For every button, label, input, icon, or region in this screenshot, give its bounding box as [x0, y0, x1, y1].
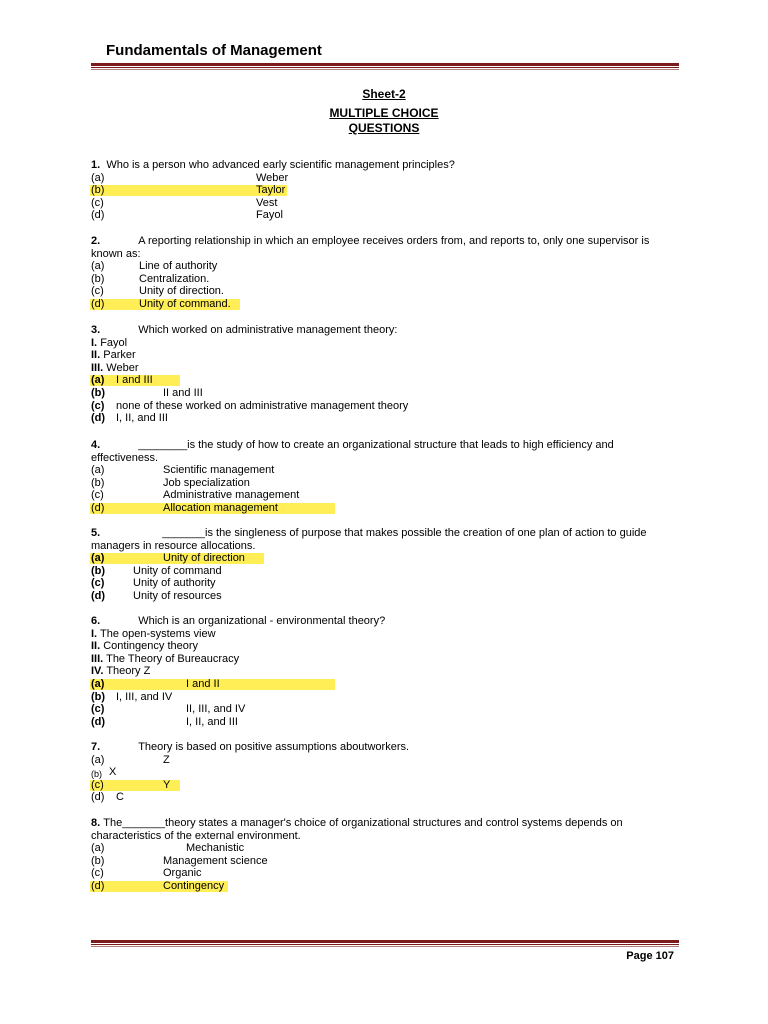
question-number: 4.: [91, 439, 101, 451]
question-stem: Which worked on administrative management theory:: [138, 324, 398, 336]
statement-iv: IV. Theory Z: [91, 665, 151, 678]
option-d-answer: (d) Contingency: [91, 880, 651, 893]
option-d-answer: (d) Unity of command.: [91, 298, 651, 311]
option-c: (c) none of these worked on administrative management theory: [91, 399, 409, 412]
option-c: (c) Unity of authority: [91, 577, 216, 590]
option-d: (d) C: [91, 791, 124, 804]
page-number: Page 107: [626, 950, 674, 962]
question-stem: ________is the study of how to create an organizational structure that leads to high efficiency and effectiveness.: [91, 439, 614, 464]
option-b: (b) I, III, and IV: [91, 690, 173, 703]
question-2: [91, 235, 651, 311]
option-d: (d) Unity of resources: [91, 589, 222, 602]
option-d-answer: (d) Allocation management: [91, 502, 651, 515]
option-b: (b) II and III: [91, 386, 203, 399]
statement-ii: II. Parker: [91, 349, 136, 362]
option-a: (a) Weber: [91, 171, 289, 184]
option-a-answer: (a) I and II: [91, 678, 651, 691]
option-c: (c) II, III, and IV: [91, 703, 246, 716]
question-6: [91, 615, 651, 728]
option-b: (b) Job specialization: [91, 476, 250, 489]
question-stem: A reporting relationship in which an employee receives orders from, and reports to, only one supervisor is known as:: [91, 235, 650, 260]
option-b: (b) Unity of command: [91, 564, 222, 577]
statement-i: I. The open-systems view: [91, 627, 216, 640]
option-a-answer: (a) I and III: [91, 374, 651, 387]
statement-i: I. Fayol: [91, 336, 128, 349]
option-c: (c) Unity of direction.: [91, 285, 224, 298]
question-8: [91, 817, 651, 893]
question-number: 7.: [91, 741, 101, 753]
option-c: (c) Administrative management: [91, 489, 300, 502]
option-d: (d) Fayol: [91, 209, 283, 222]
statement-iii: III. The Theory of Bureaucracy: [91, 652, 240, 665]
question-number: 5.: [91, 527, 101, 539]
option-a: (a) Z: [91, 753, 170, 766]
question-number: 8.: [91, 817, 101, 829]
sheet-label: Sheet-2: [362, 87, 406, 101]
option-a-answer: (a) Unity of direction: [91, 552, 651, 565]
section-heading-line2: QUESTIONS: [348, 121, 420, 135]
question-5: [91, 527, 651, 603]
option-b-answer: (b) Taylor: [91, 184, 286, 197]
option-c: (c) Vest: [91, 196, 278, 209]
statement-iii: III. Weber: [91, 361, 139, 374]
option-a: (a) Scientific management: [91, 464, 275, 477]
option-b: (b) X: [91, 766, 117, 780]
statement-ii: II. Contingency theory: [91, 640, 199, 653]
option-c: (c) Organic: [91, 867, 202, 880]
question-number: 2.: [91, 235, 101, 247]
option-c-answer: (c) Y: [91, 779, 651, 792]
option-a: (a) Mechanistic: [91, 842, 245, 855]
question-stem: _______is the singleness of purpose that makes possible the creation of one plan of action to guide managers in resource allocations.: [91, 527, 647, 552]
question-stem: The_______theory states a manager's choice of organizational structures and control systems depends on characteristics of the external environment.: [91, 817, 623, 842]
option-b: (b) Centralization.: [91, 272, 210, 285]
option-d: (d) I, II, and III: [91, 412, 168, 425]
footer-rule: [91, 940, 679, 947]
question-7: [91, 741, 651, 804]
option-a: (a) Line of authority: [91, 260, 218, 273]
question-stem: Which is an organizational - environmental theory?: [138, 615, 386, 627]
header-rule: [91, 63, 679, 70]
question-4: [91, 439, 651, 515]
question-stem: Theory is based on positive assumptions aboutworkers.: [138, 741, 410, 753]
document-header-title: Fundamentals of Management: [106, 42, 322, 59]
section-heading-line1: MULTIPLE CHOICE: [329, 106, 439, 120]
question-number: 6.: [91, 615, 101, 627]
question-stem: Who is a person who advanced early scientific management principles?: [106, 159, 455, 171]
question-1: [91, 159, 651, 222]
option-b: (b) Management science: [91, 854, 268, 867]
option-d: (d) I, II, and III: [91, 715, 238, 728]
question-number: 1.: [91, 159, 101, 171]
question-number: 3.: [91, 324, 101, 336]
question-3: [91, 324, 651, 425]
